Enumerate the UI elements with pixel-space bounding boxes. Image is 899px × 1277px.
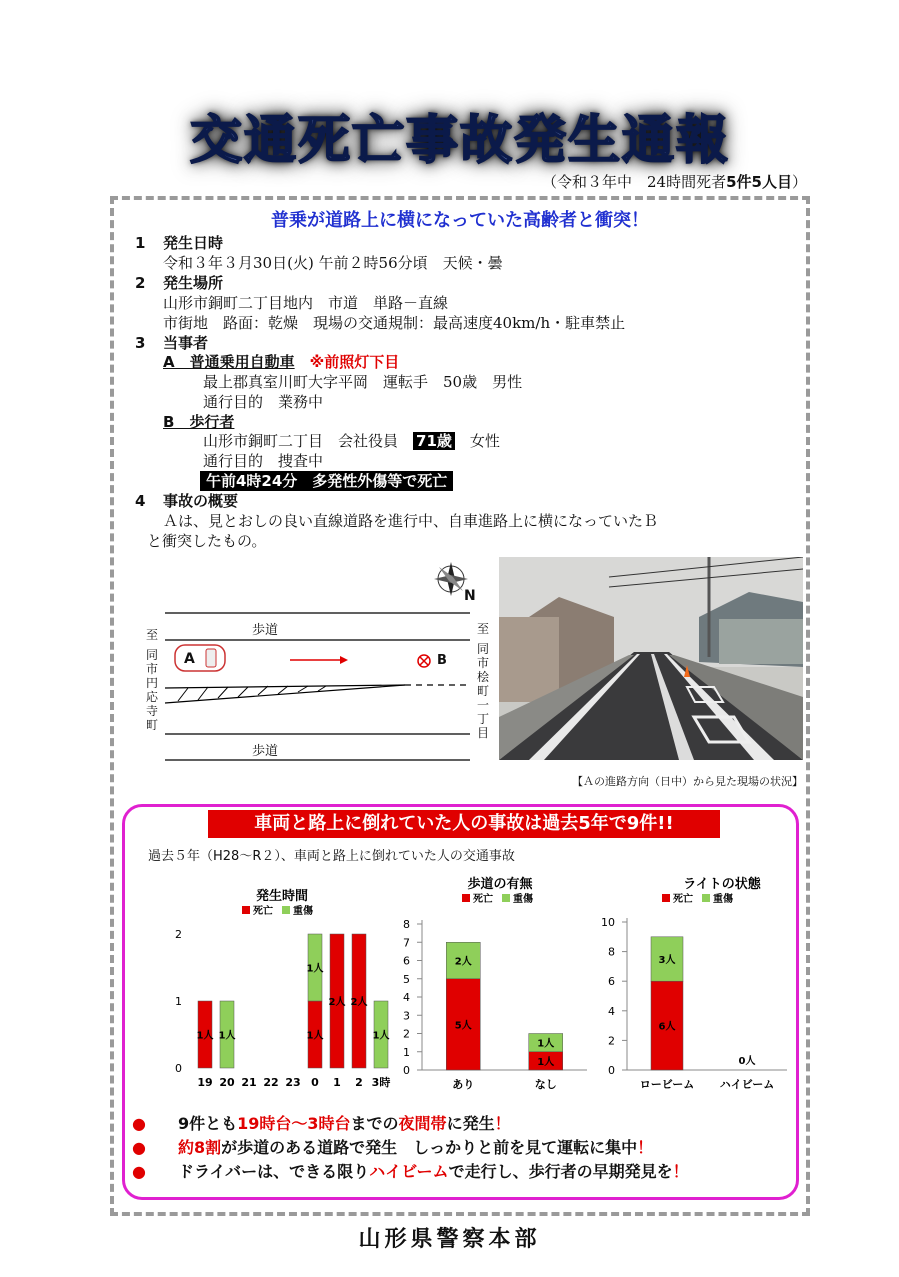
data-label: 1人: [537, 1056, 555, 1068]
data-label: 0人: [738, 1056, 756, 1067]
north-label: N: [464, 588, 476, 604]
x-tick-label: 20: [219, 1076, 235, 1089]
section1-number: 1: [135, 234, 146, 252]
compass-icon: [434, 562, 468, 596]
legend-label: 死亡: [673, 894, 693, 905]
party-a-note: ※前照灯下目: [309, 353, 400, 371]
headline: 普乗が道路上に横になっていた高齢者と衝突！: [271, 210, 649, 231]
y-tick-label: 4: [608, 1004, 615, 1018]
bullet-3-text-b: で走行し、歩行者の早期発見を: [448, 1162, 673, 1181]
x-tick-label: ハイビーム: [719, 1078, 775, 1091]
scene-photo-image: [499, 557, 803, 760]
bullet-2-exclaim: ！: [637, 1138, 654, 1157]
bullet-2-mark: ●: [132, 1138, 146, 1157]
bullet-1-text-c: に発生: [446, 1114, 495, 1133]
data-label: 1人: [306, 1030, 324, 1042]
data-label: 2人: [350, 997, 368, 1008]
party-a-text1: 最上郡真室川町大字平岡 運転手 50歳 男性: [203, 373, 523, 391]
left-destination-char: 市: [146, 662, 159, 676]
x-tick-label: なし: [534, 1078, 557, 1091]
bullet-1-text-a: 9件とも: [177, 1114, 238, 1133]
y-tick-label: 4: [403, 991, 410, 1004]
subtitle-prefix: （令和３年中 24時間死者: [542, 173, 727, 191]
bullet-1: [132, 1112, 511, 1136]
bullet-1-mark: ●: [132, 1114, 146, 1133]
section2-number: 2: [135, 274, 146, 292]
bullet-2-text: が歩道のある道路で発生 しっかりと前を見て運転に集中: [221, 1138, 638, 1157]
bullet-1-highlight: 19時台～3時台: [237, 1114, 351, 1133]
legend-label: 死亡: [253, 906, 273, 917]
legend-swatch: [502, 894, 510, 902]
right-destination: [477, 622, 491, 740]
y-tick-label: 8: [608, 945, 615, 959]
section4-text2: と衝突したもの。: [147, 532, 267, 550]
party-b-text1: [203, 431, 500, 451]
subtitle: [542, 171, 807, 192]
y-tick-label: 2: [403, 1027, 410, 1041]
photo-caption: 【Ａの進路方向（日中）から見た現場の状況】: [572, 775, 803, 788]
legend-swatch: [242, 906, 250, 914]
section1-label: 発生日時: [163, 234, 224, 252]
data-label: 1人: [306, 963, 324, 975]
footer-organization: 山形県警察本部: [358, 1227, 541, 1252]
data-label: 6人: [658, 1021, 676, 1033]
data-label: 3人: [658, 955, 676, 966]
left-destination-char: 町: [146, 718, 159, 732]
bullet-3-exclaim: ！: [672, 1162, 689, 1181]
x-tick-label: 3時: [371, 1076, 391, 1089]
bullet-2-highlight: 約8割: [177, 1138, 222, 1157]
y-tick-label: 8: [403, 918, 410, 931]
bullet-1-highlight-2: 夜間帯: [398, 1114, 447, 1133]
left-destination-char: 寺: [146, 704, 159, 718]
bullet-3: [132, 1160, 689, 1184]
chart-title: 発生時間: [255, 889, 309, 904]
x-tick-label: 19: [197, 1076, 213, 1089]
y-tick-label: 2: [175, 928, 182, 941]
right-destination-char: 至: [477, 622, 490, 636]
subtitle-count: 5件5人目: [726, 173, 792, 191]
section3-label: 当事者: [163, 334, 209, 352]
x-tick-label: 2: [355, 1076, 363, 1089]
legend-label: 死亡: [473, 894, 493, 905]
y-tick-label: 0: [608, 1064, 615, 1077]
legend-label: 重傷: [713, 894, 733, 905]
bullet-3-text-a: ドライバーは、できる限り: [177, 1162, 370, 1181]
left-destination: [146, 628, 160, 732]
y-tick-label: 1: [403, 1045, 410, 1059]
x-tick-label: ロービーム: [639, 1078, 695, 1091]
legend-swatch: [702, 894, 710, 902]
y-tick-label: 7: [403, 936, 410, 950]
section2-label: 発生場所: [163, 274, 224, 292]
left-destination-char: 至: [146, 628, 159, 642]
right-destination-char: 丁: [477, 712, 490, 726]
y-tick-label: 2: [608, 1034, 615, 1048]
party-b-age: 71歳: [413, 432, 455, 450]
subtitle-suffix: ）: [791, 173, 807, 191]
x-tick-label: 0: [311, 1076, 319, 1089]
right-destination-char: 町: [477, 684, 490, 698]
right-destination-char: 一: [477, 698, 490, 712]
y-tick-label: 0: [403, 1064, 410, 1077]
statistics-note: 過去５年（H28～R２）、車両と路上に倒れていた人の交通事故: [148, 849, 515, 864]
chart-title: 歩道の有無: [467, 877, 533, 892]
data-label: 1人: [372, 1030, 390, 1042]
x-tick-label: 21: [241, 1076, 257, 1089]
left-destination-char: 応: [146, 690, 159, 704]
x-tick-label: 22: [263, 1076, 279, 1089]
legend-swatch: [462, 894, 470, 902]
y-tick-label: 5: [403, 972, 410, 986]
section4-number: 4: [135, 492, 146, 510]
section4-text1: Ａは、見とおしの良い直線道路を進行中、自車進路上に横になっていたＢ: [163, 512, 659, 530]
statistics-banner: 車両と路上に倒れていた人の事故は過去5年で9件!!: [208, 810, 720, 838]
party-a-text2: 通行目的 業務中: [203, 393, 324, 411]
left-destination-char: 同: [146, 648, 159, 662]
car-a-label: A: [184, 651, 195, 667]
sidewalk-bottom-label: 歩道: [252, 744, 279, 759]
y-tick-label: 3: [403, 1009, 410, 1023]
data-label: 1人: [196, 1030, 214, 1042]
data-label: 2人: [454, 956, 472, 968]
pedestrian-b-label: B: [437, 653, 447, 668]
bullet-3-mark: ●: [132, 1162, 146, 1181]
scene-photo: [499, 557, 803, 760]
x-tick-label: あり: [452, 1078, 475, 1091]
data-label: 1人: [537, 1038, 555, 1050]
data-label: 1人: [218, 1030, 236, 1042]
party-b-sex: 女性: [469, 432, 500, 450]
party-b-label: B 歩行者: [163, 413, 235, 431]
party-a-label: A 普通乗用自動車: [163, 353, 295, 371]
legend-swatch: [282, 906, 290, 914]
legend-label: 重傷: [513, 894, 533, 905]
data-label: 5人: [454, 1020, 472, 1032]
section2-text1: 山形市銅町二丁目地内 市道 単路－直線: [163, 294, 449, 312]
y-tick-label: 6: [403, 954, 410, 968]
bullet-2: [132, 1136, 653, 1160]
section2-text2: 市街地 路面：乾燥 現場の交通規制：最高速度40km/h・駐車禁止: [163, 314, 626, 332]
right-destination-char: 目: [477, 726, 490, 740]
party-b-address: 山形市銅町二丁目 会社役員: [203, 432, 399, 450]
legend-label: 重傷: [293, 906, 313, 917]
x-tick-label: 23: [285, 1076, 301, 1089]
right-destination-char: 桧: [477, 670, 490, 684]
bullet-1-text-b: までの: [350, 1114, 399, 1133]
y-tick-label: 6: [608, 975, 615, 989]
section4-label: 事故の概要: [163, 492, 239, 510]
right-destination-char: 同: [477, 642, 490, 656]
right-destination-char: 市: [477, 656, 490, 670]
pedestrian-b-icon: [418, 655, 430, 667]
bullet-3-highlight: ハイビーム: [369, 1162, 449, 1181]
party-b-death: 午前4時24分 多発性外傷等で死亡: [200, 471, 453, 491]
legend-swatch: [662, 894, 670, 902]
car-a-icon: [175, 645, 225, 671]
section3-number: 3: [135, 334, 146, 352]
party-a-heading: [163, 352, 399, 372]
data-label: 2人: [328, 997, 346, 1008]
sidewalk-top-label: 歩道: [252, 623, 279, 638]
chart-title: ライトの状態: [683, 877, 761, 892]
page-title: 交通死亡事故発生通報: [189, 111, 730, 171]
y-tick-label: 1: [175, 995, 182, 1008]
x-tick-label: 1: [333, 1076, 341, 1089]
party-b-text2: 通行目的 捜査中: [203, 452, 324, 470]
bullet-1-exclaim: ！: [494, 1114, 511, 1133]
left-destination-char: 円: [146, 676, 159, 690]
y-tick-label: 10: [601, 916, 615, 929]
section1-text: 令和３年３月30日(火) 午前２時56分頃 天候・曇: [163, 254, 503, 272]
y-tick-label: 0: [175, 1062, 182, 1075]
statistics-charts: [122, 862, 799, 1102]
